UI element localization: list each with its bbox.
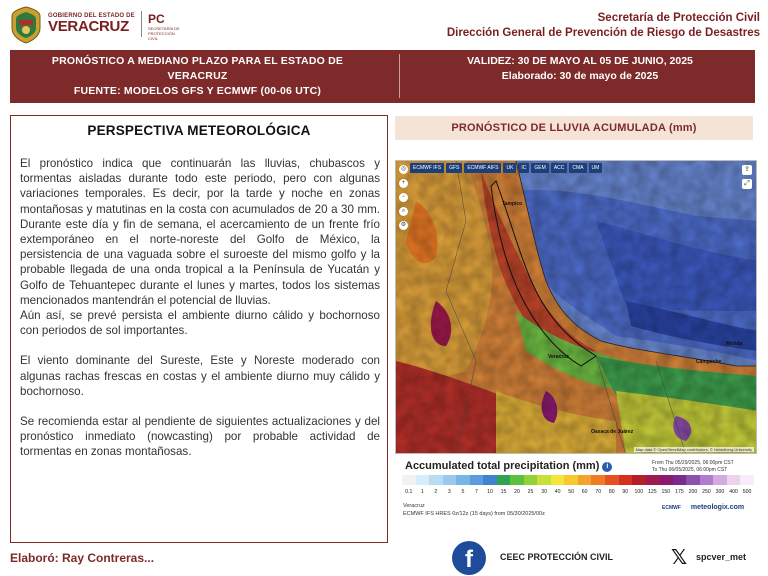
perspective-box [10, 115, 388, 543]
legend-tick: 15 [500, 489, 507, 495]
legend-swatch [727, 475, 741, 485]
page-header [0, 0, 768, 50]
legend-swatch [700, 475, 714, 485]
perspective-p2: Aún así, se prevé persista el ambiente diurno cálido y bochornoso con periodos de sol importantes. [20, 309, 380, 338]
legend-ticks [402, 489, 754, 495]
legend-tick: 100 [634, 489, 644, 495]
x-label[interactable]: spcver_met [696, 552, 747, 562]
legend-source [403, 502, 545, 518]
perspective-title: PERSPECTIVA METEOROLÓGICA [87, 123, 311, 138]
legend-tick: 7 [474, 489, 478, 495]
legend-swatch [416, 475, 430, 485]
legend-swatch [402, 475, 416, 485]
city-label-merida: Mérida [726, 341, 743, 347]
info-icon[interactable]: i [602, 462, 612, 472]
source-line2: ECMWF IFS HRES 0z/12z (15 days) from 05/30/2025/00z [403, 511, 545, 517]
legend-swatch [632, 475, 646, 485]
ecmwf-logo: ECMWF [662, 505, 681, 511]
legend-tick: 40 [554, 489, 561, 495]
legend-tick: 20 [514, 489, 520, 495]
legend-swatch [713, 475, 727, 485]
pc-short: PC [148, 12, 165, 26]
legend-swatch [564, 475, 578, 485]
legend-period [652, 460, 756, 474]
legend-tick: 150 [661, 489, 671, 495]
city-label-veracruz: Veracruz [548, 354, 569, 360]
map-toolbar-right [742, 165, 752, 189]
x-twitter-icon[interactable]: 𝕏 [670, 547, 688, 569]
search-icon[interactable]: ⌕ [399, 207, 408, 216]
legend-from: From Thu 05/29/2025, 06:00pm CST [652, 460, 734, 466]
author-credit: Elaboró: Ray Contreras... [10, 551, 155, 565]
legend-tick: 25 [527, 489, 534, 495]
legend-tick: 90 [622, 489, 629, 495]
legend-tick: 1 [420, 489, 424, 495]
map-toolbar [399, 165, 408, 230]
model-tab[interactable]: UM [589, 163, 603, 173]
legend-tick: 30 [541, 489, 547, 495]
share-icon[interactable]: ⇪ [742, 165, 752, 175]
banner-source: FUENTE: MODELOS GFS Y ECMWF (00-06 UTC) [73, 85, 322, 97]
legend-title [405, 460, 612, 472]
pc-sub: SECRETARÍA DE PROTECCIÓN CIVIL [148, 26, 180, 41]
city-label-oaxaca: Oaxaca de Juárez [591, 429, 634, 435]
gob-line1: GOBIERNO DEL ESTADO DE [48, 13, 135, 19]
facebook-icon[interactable]: f [452, 541, 486, 575]
source-line1: Veracruz [403, 503, 425, 509]
model-tab[interactable]: IC [518, 163, 529, 173]
facebook-label[interactable]: CEEC PROTECCIÓN CIVIL [500, 552, 614, 562]
legend-colorbar [402, 475, 754, 485]
header-agency [447, 11, 760, 41]
legend-swatch [605, 475, 619, 485]
pc-logo [148, 12, 184, 41]
legend-tick: 3 [447, 489, 451, 495]
banner-elaborated: Elaborado: 30 de mayo de 2025 [501, 70, 659, 82]
legend-swatch [578, 475, 592, 485]
legend-swatch [537, 475, 551, 485]
banner-title-line2: VERACRUZ [167, 70, 228, 82]
legend-tick: 250 [702, 489, 711, 495]
legend-tick: 200 [688, 489, 698, 495]
legend-to: To Thu 06/05/2025, 06:00pm CST [652, 467, 728, 473]
locate-icon[interactable]: ◎ [400, 166, 407, 172]
brand-text: meteologix.com [690, 504, 745, 511]
settings-icon[interactable]: ⚙ [400, 222, 407, 228]
city-label-tampico: Tampico [502, 201, 523, 207]
banner-divider [399, 54, 400, 98]
rain-forecast-title: PRONÓSTICO DE LLUVIA ACUMULADA (mm) [395, 116, 753, 140]
map-credit: Map data © OpenStreetMap contributors, © Heidelberg University [635, 447, 752, 452]
legend-swatch [646, 475, 660, 485]
legend-tick: 5 [461, 489, 465, 495]
banner-title-line1: PRONÓSTICO A MEDIANO PLAZO PARA EL ESTADO DE [51, 55, 344, 67]
legend-swatch [686, 475, 700, 485]
legend-tick: 10 [487, 489, 493, 495]
banner-validity: VALIDEZ: 30 DE MAYO AL 05 DE JUNIO, 2025 [467, 55, 693, 67]
legend-tick: 80 [608, 489, 615, 495]
legend-tick: 60 [581, 489, 588, 495]
banner-right [420, 54, 740, 84]
legend-tick: 175 [675, 489, 684, 495]
legend-tick: 0.1 [405, 489, 413, 495]
legend-tick: 300 [715, 489, 725, 495]
legend-tick: 2 [434, 489, 438, 495]
precipitation-map-image [396, 161, 757, 454]
legend-swatch [443, 475, 457, 485]
perspective-p4: Se recomienda estar al pendiente de siguientes actualizaciones y del pronóstico inmediato (nowcasting) por probable actividad de tormentas en zonas montañosas. [20, 415, 380, 459]
legend-swatch [510, 475, 524, 485]
agency-line1: Secretaría de Protección Civil [597, 12, 760, 24]
legend-swatch [456, 475, 470, 485]
legend-swatch [591, 475, 605, 485]
title-banner [10, 50, 755, 103]
model-tab[interactable]: GFS [446, 163, 462, 173]
legend-swatch [740, 475, 754, 485]
legend-tick: 125 [648, 489, 657, 495]
model-tab[interactable]: ACC [551, 163, 568, 173]
legend-tick: 500 [742, 489, 752, 495]
gob-line2: VERACRUZ [48, 18, 129, 35]
legend-swatch [619, 475, 633, 485]
legend-tick: 400 [729, 489, 738, 495]
gobierno-logo [48, 13, 135, 34]
agency-line2: Dirección General de Prevención de Riesgo de Desastres [446, 27, 760, 39]
legend-tick: 70 [595, 489, 602, 495]
legend-swatch [673, 475, 687, 485]
banner-left [10, 54, 385, 99]
legend-swatch [483, 475, 497, 485]
fullscreen-icon[interactable]: ⤢ [742, 179, 752, 189]
model-tab[interactable]: UK [503, 163, 516, 173]
zoom-out-icon[interactable]: − [399, 193, 408, 202]
legend-tick: 50 [568, 489, 575, 495]
legend-swatch [659, 475, 673, 485]
model-tabs [410, 163, 602, 173]
model-tab[interactable]: CMA [569, 163, 586, 173]
legend-swatch [429, 475, 443, 485]
model-tab[interactable]: ECMWF IFS [410, 163, 444, 173]
legend-swatch [497, 475, 511, 485]
model-tab[interactable]: ECMWF AIFS [464, 163, 501, 173]
logo-divider [141, 11, 142, 37]
legend-swatch [551, 475, 565, 485]
legend-title-text: Accumulated total precipitation (mm) [405, 460, 600, 472]
perspective-p1: El pronóstico indica que continuarán las lluvias, chubascos y tormentas aisladas durante todo este periodo, pero con algunas variaciones temporales. Es decir, por la tarde y noche en zonas montañosas y matutinas en la costa con acumulados de 20 a 30 mm. Durante este día y fin de semana, el acercamiento de un frente frío extemporáneo en el norte-noreste del Golfo de México, la persistencia de una vaguada sobre el suroeste del mismo golfo y la probable llegada de una onda tropical a la Península de Yucatán y Golfo de Tehuantepec durante el lunes y martes, todos los sistemas mencionados mantendrán el potencial de lluvias. [20, 157, 380, 307]
meteologix-brand [662, 504, 744, 511]
legend-swatch [470, 475, 484, 485]
veracruz-coat-of-arms-icon [10, 6, 42, 44]
perspective-text [20, 156, 380, 475]
zoom-in-icon[interactable]: + [399, 179, 408, 188]
perspective-p3: El viento dominante del Sureste, Este y Noreste moderado con algunas rachas frescas en costas y el ambiente diurno muy cálido y bochornoso. [20, 354, 380, 398]
precipitation-map[interactable] [395, 160, 757, 454]
city-label-campeche: Campeche [696, 359, 722, 365]
legend-swatch [524, 475, 538, 485]
model-tab[interactable]: GEM [531, 163, 548, 173]
